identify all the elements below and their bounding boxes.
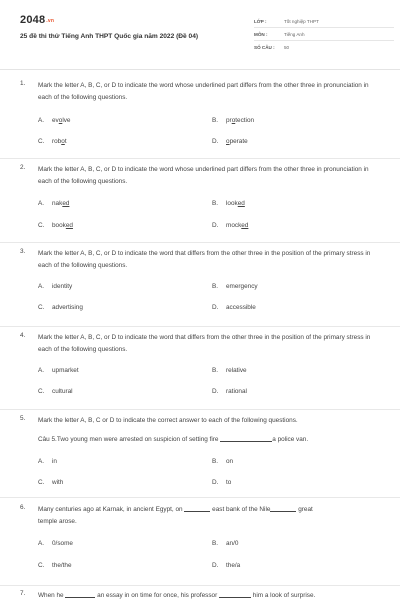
question-3 (20, 248, 380, 322)
option-a[interactable]: A. naked (38, 200, 70, 207)
question-text: Mark the letter A, B, C, or D to indicate the word that differs from the other three in the position of the primary stress in each of the following questions. (38, 250, 371, 269)
answer-blank (220, 436, 272, 442)
question-5 (20, 415, 380, 493)
site-logo[interactable] (20, 14, 54, 26)
option-d[interactable]: D. the/a (212, 562, 241, 569)
meta-row-count (254, 41, 394, 54)
question-sentence: Câu 5.Two young men were arrested on suspicion of setting fire a police van. (38, 436, 309, 443)
meta-label: SỐ CÂU : (254, 45, 275, 50)
option-d[interactable]: D. rational (212, 388, 247, 395)
question-7 (20, 590, 380, 600)
question-4 (20, 332, 380, 406)
question-text: Mark the letter A, B, C, or D to indicate the word that differs from the other three in the position of the primary stress in each of the following questions. (38, 334, 371, 353)
question-2 (20, 164, 380, 238)
option-a[interactable]: A. in (38, 458, 57, 465)
option-b[interactable]: B. on (212, 458, 234, 465)
option-c[interactable]: C. the/the (38, 562, 72, 569)
option-c[interactable]: C. advertising (38, 304, 83, 311)
option-b[interactable]: B. relative (212, 367, 247, 374)
option-b[interactable]: B. protection (212, 117, 255, 124)
meta-row-class (254, 15, 394, 28)
divider (0, 326, 400, 327)
question-text: Mark the letter A, B, C, or D to indicate the word whose underlined part differs from the other three in pronunciation in each of the following questions. (38, 82, 369, 101)
divider (0, 497, 400, 498)
question-number: 7. (20, 590, 26, 597)
option-c[interactable]: C. with (38, 479, 64, 486)
option-d[interactable]: D. accessible (212, 304, 256, 311)
option-d[interactable]: D. operate (212, 138, 248, 145)
option-a[interactable]: A. evolve (38, 117, 71, 124)
option-c[interactable]: C. cultural (38, 388, 73, 395)
option-c[interactable]: C. booked (38, 222, 73, 229)
option-a[interactable]: A. identity (38, 283, 73, 290)
question-number: 5. (20, 415, 26, 422)
question-text: Mark the letter A, B, C, or D to indicate the word whose underlined part differs from the other three in pronunciation in each of the following questions. (38, 166, 369, 185)
document-meta (254, 15, 394, 54)
question-number: 1. (20, 80, 26, 87)
option-c[interactable]: C. robot (38, 138, 67, 145)
divider (0, 585, 400, 586)
meta-row-subject (254, 28, 394, 41)
answer-blank (184, 506, 210, 512)
meta-label: MÔN : (254, 31, 268, 37)
option-a[interactable]: A. 0/some (38, 540, 73, 547)
divider (0, 242, 400, 243)
question-number: 3. (20, 248, 26, 255)
option-d[interactable]: D. to (212, 479, 232, 486)
option-b[interactable]: B. looked (212, 200, 245, 207)
divider (0, 158, 400, 159)
option-b[interactable]: B. an/0 (212, 540, 239, 547)
question-number: 6. (20, 504, 26, 511)
question-number: 2. (20, 164, 26, 171)
option-a[interactable]: A. upmarket (38, 367, 79, 374)
question-1 (20, 80, 380, 154)
meta-label: LỚP : (254, 18, 267, 24)
meta-value: 50 (284, 45, 290, 50)
divider (0, 409, 400, 410)
question-text: When he an essay in on time for once, his professor him a look of surprise. (38, 592, 316, 599)
logo-suffix: .vn (46, 18, 55, 24)
logo-text: 2048 (20, 14, 46, 26)
document-title: 25 đề thi thử Tiếng Anh THPT Quốc gia năm 2022 (Đề 04) (20, 33, 199, 40)
meta-value: Tốt nghiệp THPT (284, 18, 319, 24)
question-number: 4. (20, 332, 26, 339)
answer-blank (219, 592, 251, 598)
question-text: Mark the letter A, B, C or D to indicate the correct answer to each of the following questions. (38, 417, 298, 424)
document-header (0, 0, 400, 70)
answer-blank (270, 506, 296, 512)
answer-blank (65, 592, 95, 598)
option-d[interactable]: D. mocked (212, 222, 249, 229)
meta-value: Tiếng Anh (284, 31, 305, 37)
question-6 (20, 504, 380, 582)
option-b[interactable]: B. emergency (212, 283, 258, 290)
question-text: Many centuries ago at Karnak, in ancient Egypt, on east bank of the Nile great temple arose. (38, 506, 313, 525)
